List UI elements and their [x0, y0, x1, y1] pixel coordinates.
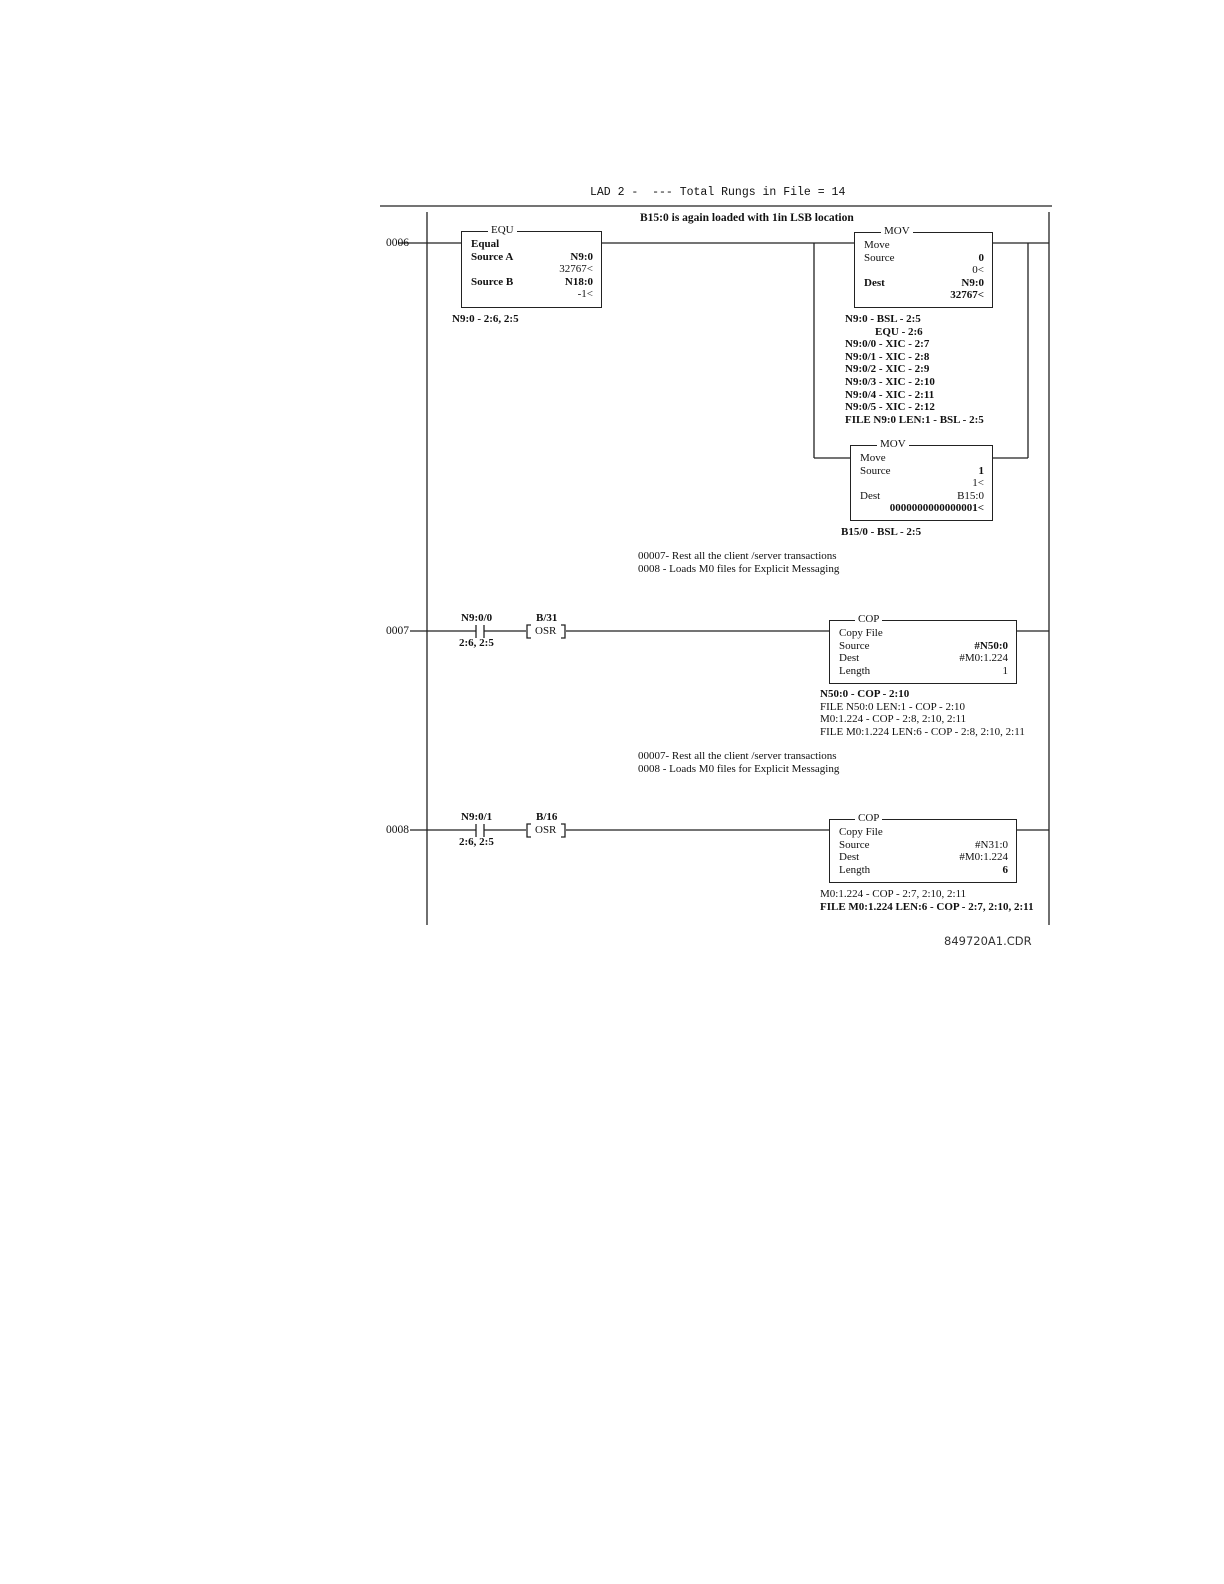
equ-xref: N9:0 - 2:6, 2:5	[452, 313, 519, 325]
mov1-xref-5: N9:0/3 - XIC - 2:10	[845, 376, 935, 388]
cop-0007-length-value: 1	[1002, 664, 1008, 677]
cop-instruction-0007	[829, 613, 1017, 684]
rung-0008-contact-address: N9:0/1	[461, 811, 493, 823]
mov1-desc: Move	[864, 239, 890, 251]
rung-0006-note-1: 0008 - Loads M0 files for Explicit Messaging	[638, 563, 840, 575]
rung-0007-xref-1: FILE N50:0 LEN:1 - COP - 2:10	[820, 700, 966, 713]
rung-0007-note-1: 0008 - Loads M0 files for Explicit Messaging	[638, 763, 840, 775]
rung-number-0006: 0006	[386, 237, 409, 249]
rung-0006-note-0: 00007- Rest all the client /server transactions	[638, 550, 837, 562]
equ-source-b-label: Source B	[471, 275, 514, 288]
mov2-dest-addr: B15:0	[957, 489, 984, 502]
cop-instruction-0008	[829, 812, 1017, 883]
mov1-xref-1: EQU - 2:6	[875, 325, 923, 338]
rung-0008-xref-0: M0:1.224 - COP - 2:7, 2:10, 2:11	[820, 888, 967, 900]
rung-0007-xref-0: N50:0 - COP - 2:10	[820, 688, 910, 700]
rung-0007-osr-address: B/31	[536, 612, 558, 624]
mov1-xref-6: N9:0/4 - XIC - 2:11	[845, 388, 935, 401]
cop-0008-length-label: Length	[839, 863, 871, 876]
rung-0008-osr-address: B/16	[536, 811, 558, 823]
cop-0007-length-label: Length	[839, 664, 871, 677]
mov2-dest-value: 0000000000000001<	[889, 502, 984, 514]
mov1-dest-value: 32767<	[950, 289, 984, 301]
rung-number-0008: 0008	[386, 824, 409, 836]
equ-source-b-addr: N18:0	[564, 275, 593, 288]
cop-0007-dest-label: Dest	[839, 652, 860, 664]
rung-0008-contact-xref: 2:6, 2:5	[459, 836, 494, 848]
mov1-xref-3: N9:0/1 - XIC - 2:8	[845, 350, 930, 363]
equ-title: EQU	[488, 224, 517, 237]
mov1-title: MOV	[881, 225, 913, 238]
rung-0007-osr-label: OSR	[535, 625, 557, 637]
mov1-dest-label: Dest	[864, 276, 885, 289]
equ-source-a-label: Source A	[471, 250, 514, 263]
rung-0008-xref-1: FILE M0:1.224 LEN:6 - COP - 2:7, 2:10, 2:11	[820, 900, 1034, 913]
rung-0007-contact-xref: 2:6, 2:5	[459, 637, 494, 649]
mov1-xref-2: N9:0/0 - XIC - 2:7	[845, 338, 930, 351]
mov2-source-addr: 1	[978, 464, 984, 477]
rung-0008-osr-label: OSR	[535, 824, 557, 836]
figure-id: 849720A1.CDR	[944, 934, 1032, 948]
rung-0007-xref-2: M0:1.224 - COP - 2:8, 2:10, 2:11	[820, 713, 967, 726]
equ-source-a-addr: N9:0	[570, 250, 593, 263]
rung-0006-comment: B15:0 is again loaded with 1in LSB location	[640, 212, 854, 224]
cop-0008-dest-label: Dest	[839, 851, 860, 863]
mov2-source-label: Source	[860, 464, 891, 477]
mov1-source-value: 0<	[972, 264, 984, 276]
cop-0008-source-value: #N31:0	[975, 838, 1008, 851]
mov-instruction-1	[854, 225, 993, 308]
cop-0008-dest-value: #M0:1.224	[959, 851, 1008, 863]
mov2-dest-label: Dest	[860, 489, 881, 502]
mov2-title: MOV	[877, 438, 909, 451]
rung-0007-xref-3: FILE M0:1.224 LEN:6 - COP - 2:8, 2:10, 2:11	[820, 725, 1025, 738]
mov2-source-value: 1<	[972, 477, 984, 489]
equ-desc: Equal	[471, 238, 500, 250]
rung-0007-contact-address: N9:0/0	[461, 612, 493, 624]
mov2-desc: Move	[860, 452, 886, 464]
mov1-xref-7: N9:0/5 - XIC - 2:12	[845, 401, 935, 414]
cop-0007-source-label: Source	[839, 639, 870, 652]
cop-0007-title: COP	[855, 613, 882, 626]
cop-0007-source-value: #N50:0	[974, 639, 1008, 652]
cop-0008-desc: Copy File	[839, 826, 883, 838]
rung-number-0007: 0007	[386, 625, 409, 637]
rung-0007-note-0: 00007- Rest all the client /server transactions	[638, 750, 837, 762]
mov1-dest-addr: N9:0	[961, 276, 984, 289]
cop-0008-length-value: 6	[1002, 863, 1008, 876]
page-title: LAD 2 - --- Total Rungs in File = 14	[590, 186, 846, 199]
mov-instruction-2	[850, 438, 993, 521]
cop-0008-source-label: Source	[839, 838, 870, 851]
mov1-xref-4: N9:0/2 - XIC - 2:9	[845, 363, 930, 376]
mov1-xref-0: N9:0 - BSL - 2:5	[845, 313, 921, 325]
equ-source-b-value: -1<	[577, 288, 593, 300]
cop-0007-desc: Copy File	[839, 627, 883, 639]
equ-source-a-value: 32767<	[559, 263, 593, 275]
equ-instruction	[461, 224, 602, 308]
mov2-xref: B15/0 - BSL - 2:5	[841, 526, 922, 538]
mov1-xref-8: FILE N9:0 LEN:1 - BSL - 2:5	[845, 413, 984, 426]
mov1-source-addr: 0	[978, 251, 984, 264]
cop-0008-title: COP	[855, 812, 882, 825]
mov1-source-label: Source	[864, 251, 895, 264]
cop-0007-dest-value: #M0:1.224	[959, 652, 1008, 664]
